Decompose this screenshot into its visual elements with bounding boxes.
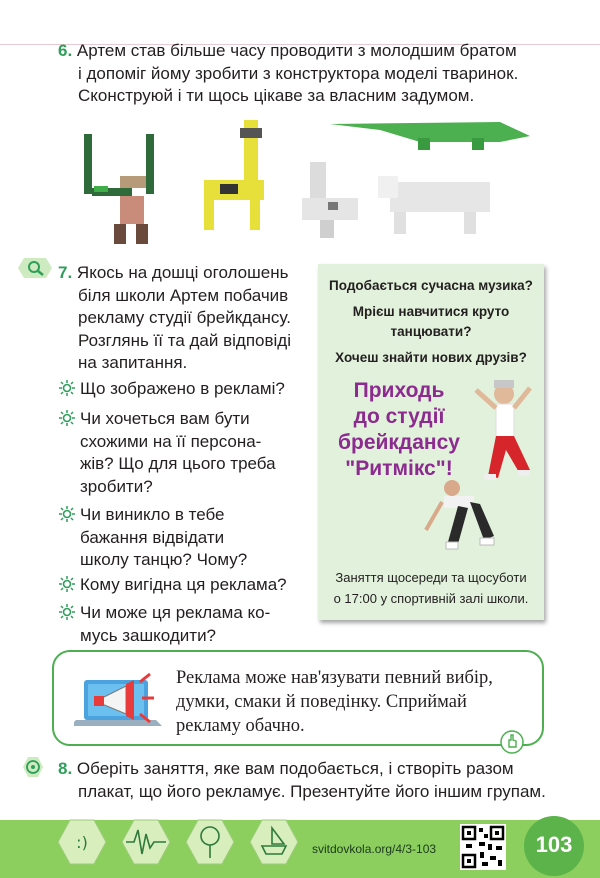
task-6-line: Сконструюй і ти щось цікаве за власним задумом. — [78, 86, 475, 105]
poster-headline-line: брейкдансу — [338, 431, 460, 454]
laptop-megaphone-icon — [74, 662, 166, 732]
task-8-line: Оберіть заняття, яке вам подобається, і створіть разом — [76, 759, 514, 778]
task-6 — [58, 40, 578, 108]
poster-schedule-line: о 17:00 у спортивній залі школи. — [333, 591, 529, 606]
info-box — [52, 650, 544, 746]
sun-bullet-icon — [59, 604, 75, 620]
lego-giraffe-yellow-image — [204, 120, 264, 230]
poster-schedule-line: Заняття щосереди та щосуботи — [335, 570, 527, 585]
group-work-icon — [20, 754, 46, 780]
dancers-image — [418, 374, 544, 564]
task-8-line: плакат, що його рекламує. Презентуйте його іншим групам. — [78, 781, 546, 801]
lego-animal-white-image — [378, 176, 490, 234]
question-item — [80, 378, 285, 401]
lego-animals-photos — [80, 112, 540, 252]
question-line: зробити? — [80, 476, 153, 496]
question-line: Кому вигідна ця реклама? — [80, 575, 287, 594]
magnifier-icon — [18, 258, 52, 278]
task-6-line: Артем став більше часу проводити з молодшим братом — [76, 41, 517, 60]
task-7-line: Якось на дошці оголошень — [76, 263, 289, 282]
sun-bullet-icon — [59, 506, 75, 522]
poster-headline-line: до студії — [353, 405, 445, 428]
lego-giraffe-brown-image — [84, 134, 154, 244]
question-line: Чи може ця реклама ко- — [80, 603, 271, 622]
question-item — [80, 602, 270, 647]
qr-code-icon[interactable] — [460, 824, 506, 870]
poster-question: Мрієш навчитися круто — [352, 304, 510, 319]
sun-bullet-icon — [59, 380, 75, 396]
footer-hexagon-icons — [56, 812, 306, 872]
sun-bullet-icon — [59, 576, 75, 592]
task-7-number: 7. — [58, 263, 73, 282]
poster-headline-line: "Ритмікс"! — [345, 457, 453, 480]
task-6-line: і допоміг йому зробити з конструктора моделі тваринок. — [78, 63, 519, 83]
question-line: Чи виникло в тебе — [80, 505, 225, 524]
page-number: 103 — [535, 832, 573, 857]
task-7-line: рекламу студії брейкдансу. — [78, 308, 291, 327]
poster-question: Хочеш знайти нових друзів? — [335, 350, 527, 365]
question-line: схожими на її персона- — [80, 431, 262, 451]
question-item — [80, 504, 247, 572]
question-line: бажання відвідати — [80, 527, 225, 547]
sun-bullet-icon — [59, 410, 75, 426]
breakdance-poster — [318, 264, 544, 620]
info-text — [176, 666, 536, 738]
lego-bird-white-image — [302, 162, 358, 238]
task-6-number: 6. — [58, 41, 73, 60]
lego-crocodile-green-image — [330, 122, 530, 150]
task-7-line: Розглянь її та дай відповіді — [78, 330, 291, 350]
task-7-line: на запитання. — [78, 353, 188, 372]
task-7-line: біля школи Артем побачив — [78, 285, 289, 305]
question-item — [80, 574, 287, 597]
svg-text::): :) — [76, 833, 88, 852]
poster-question: Подобається сучасна музика? — [329, 278, 533, 293]
question-line: мусь зашкодити? — [80, 625, 217, 645]
task-7 — [58, 262, 308, 375]
question-line: Чи хочеться вам бути — [80, 409, 250, 428]
info-line: думки, смаки й поведінку. Сприймай — [176, 692, 467, 712]
poster-schedule — [318, 567, 544, 609]
pointing-hand-icon — [500, 730, 524, 754]
question-line: жів? Що для цього треба — [80, 454, 276, 473]
question-item — [80, 408, 276, 498]
poster-headline-line: Приходь — [353, 379, 445, 402]
info-line: рекламу обачно. — [176, 716, 305, 736]
question-line: Що зображено в рекламі? — [80, 379, 285, 398]
footer-url[interactable]: svitdovkola.org/4/3-103 — [312, 842, 437, 856]
task-8-number: 8. — [58, 759, 73, 778]
info-line: Реклама може нав'язувати певний вибір, — [176, 668, 493, 688]
page-footer — [0, 820, 600, 878]
task-8 — [58, 758, 558, 803]
poster-question: танцювати? — [390, 324, 472, 339]
question-line: школу танцю? Чому? — [80, 550, 248, 569]
